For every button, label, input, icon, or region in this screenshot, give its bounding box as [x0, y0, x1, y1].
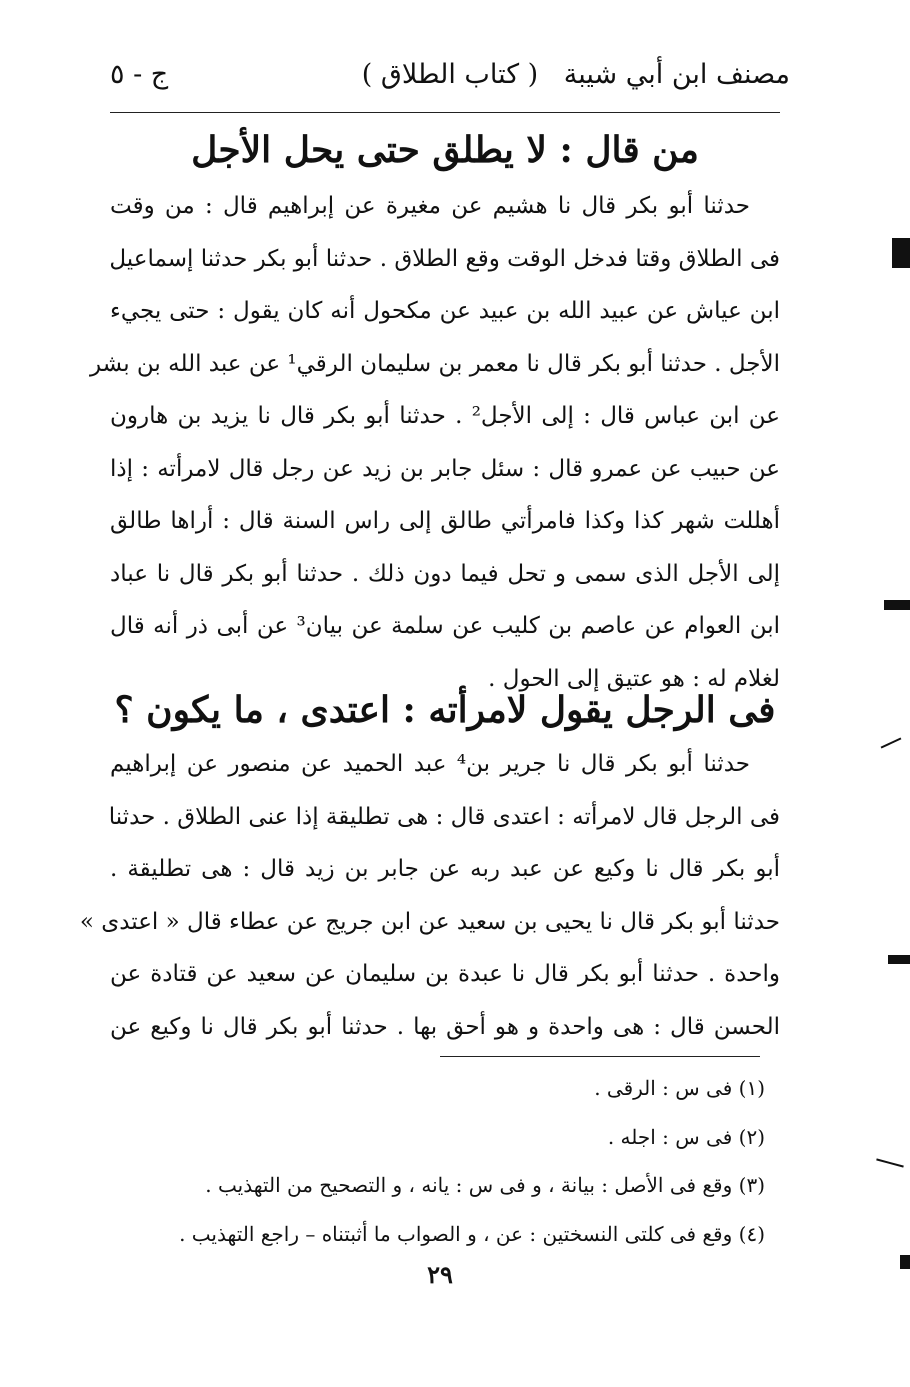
header-divider [110, 112, 780, 113]
section-heading-1: من قال : لا يطلق حتى يحل الأجل [191, 129, 699, 171]
footnote-divider [440, 1056, 760, 1057]
text-line: عن ابن عباس قال : إلى الأجل² . حدثنا أبو بكر قال نا يزيد بن هارون [110, 403, 780, 429]
page-number: ٢٩ [427, 1260, 453, 1289]
scan-mark [884, 600, 910, 610]
scan-mark [900, 1255, 910, 1269]
text-line: لغلام له : هو عتيق إلى الحول . [488, 665, 780, 692]
text-line: الأجل . حدثنا أبو بكر قال نا معمر بن سليمان الرقي¹ عن عبد الله بن بشر [89, 350, 780, 377]
text-line: حدثنا أبو بكر قال نا هشيم عن مغيرة عن إبراهيم قال : من وقت [110, 193, 751, 219]
scan-mark [888, 955, 910, 964]
text-line: حدثنا أبو بكر قال نا يحيى بن سعيد عن ابن جريج عن عطاء قال « اعتدى » [79, 908, 780, 935]
footnotes [110, 1064, 780, 1258]
text-line: عن حبيب عن عمرو قال : سئل جابر بن زيد عن رجل قال لامرأته : إذا [110, 455, 780, 482]
running-head [110, 50, 790, 100]
text-line: فى الطلاق وقتا فدخل الوقت وقع الطلاق . حدثنا أبو بكر حدثنا إسماعيل [109, 245, 780, 272]
section-body-1 [89, 180, 780, 705]
book-title: مصنف ابن أبي شيبة [563, 59, 790, 90]
footnote-3: (٣) وقع فى الأصل : بيانة ، و فى س : يانه ، و التصحيح من التهذيب . [205, 1173, 765, 1197]
text-line: أهللت شهر كذا وكذا فامرأتي طالق إلى راس السنة قال : أراها طالق [110, 508, 780, 534]
scan-mark [876, 1158, 904, 1167]
scan-mark [892, 238, 910, 268]
chapter-title: ( كتاب الطلاق ) [361, 59, 539, 90]
volume-number: ج - ٥ [110, 59, 169, 90]
footnote-4: (٤) وقع فى كلتى النسختين : عن ، و الصواب ما أثبتناه – راجع التهذيب . [179, 1221, 765, 1246]
text-line: ابن العوام عن عاصم بن كليب عن سلمة عن بيان³ عن أبى ذر أنه قال [110, 613, 780, 639]
footnote-1: (١) فى س : الرقى . [594, 1076, 765, 1100]
text-line: حدثنا أبو بكر قال نا جرير بن⁴ عبد الحميد عن منصور عن إبراهيم [110, 751, 750, 777]
text-line: الحسن قال : هى واحدة و هو أحق بها . حدثنا أبو بكر قال نا وكيع عن [110, 1013, 780, 1040]
footnote-2: (٢) فى س : اجله . [607, 1124, 765, 1149]
section-heading-2: فى الرجل يقول لامرأته : اعتدى ، ما يكون ؟ [114, 689, 776, 731]
text-line: واحدة . حدثنا أبو بكر قال نا عبدة بن سليمان عن سعيد عن قتادة عن [110, 961, 780, 987]
text-line: ابن عياش عن عبيد الله بن عبيد عن مكحول أنه كان يقول : حتى يجيء [110, 298, 780, 324]
text-line: فى الرجل قال لامرأته : اعتدى قال : هى تطليقة إذا عنى الطلاق . حدثنا [108, 803, 780, 830]
text-line: إلى الأجل الذى سمى و تحل فيما دون ذلك . حدثنا أبو بكر قال نا عباد [110, 560, 780, 587]
text-line: أبو بكر قال نا وكيع عن عبد ربه عن جابر بن زيد قال : هى تطليقة . [110, 856, 780, 882]
scan-mark [881, 737, 902, 748]
section-body-2 [79, 738, 780, 1053]
